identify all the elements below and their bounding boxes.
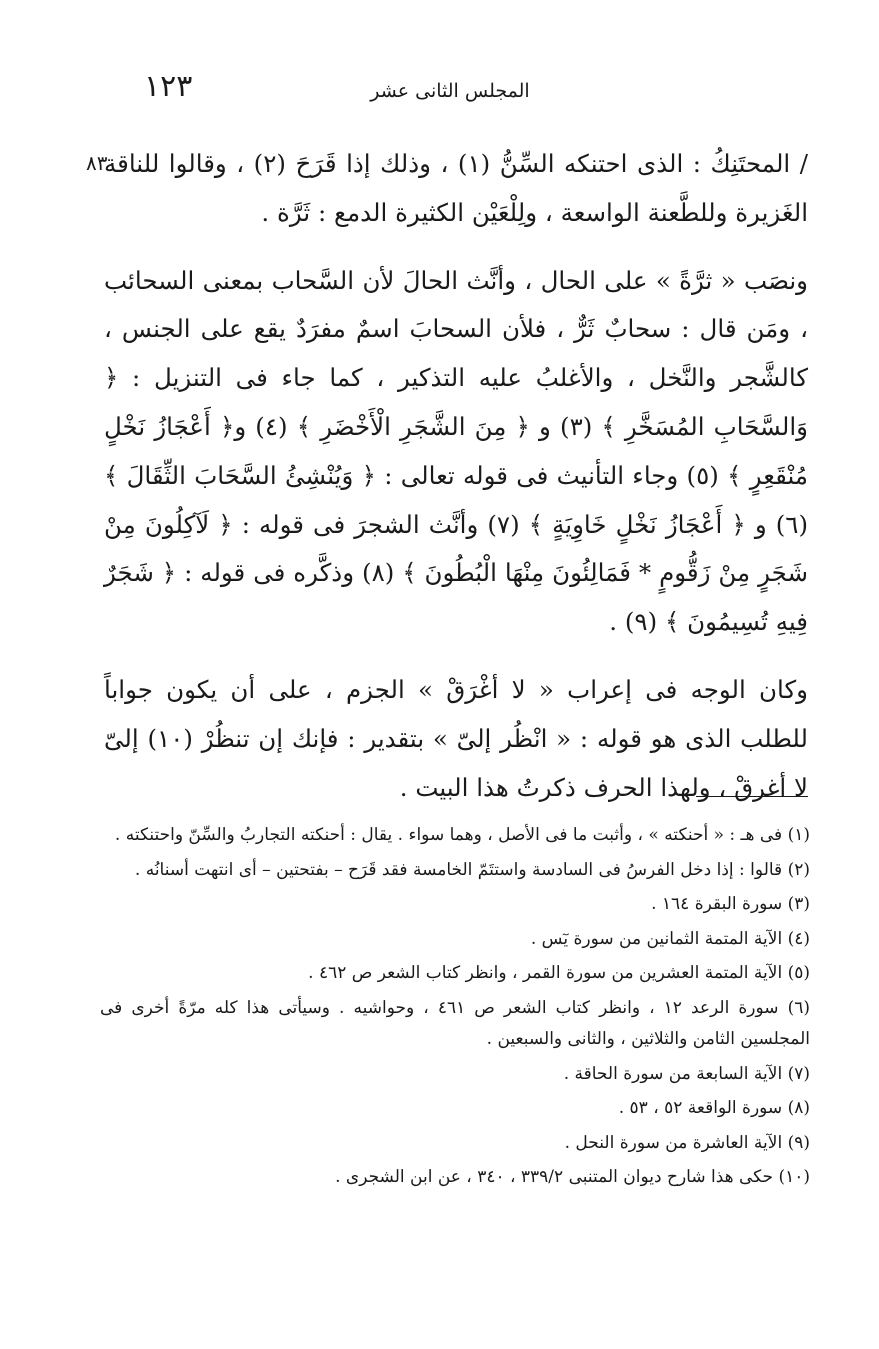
paragraph: / المحتَنِكُ : الذى احتنكه السِّنُّ (١) ، وذلك إذا قَرَحَ (٢) ، وقالوا للناقة الغَزيرة وللطَّعنة الواسعة ، ولِلْعَيْن الكثيرة الدمع : ثَرَّة . <box>104 149 809 227</box>
footnotes <box>100 820 810 1197</box>
original-page-marker: ٨٣ <box>86 151 108 175</box>
paragraph: ونصَب « ثرَّةً » على الحال ، وأنَّث الحالَ لأن السَّحاب بمعنى السحائب ، ومَن قال : سحابٌ ثَرٌّ ، فلأن السحابَ اسمٌ مفرَدٌ يقع على الجنس ، كالشَّجر والنَّخل ، والأغلبُ عليه التذكير ، كما جاء فى التنزيل : ﴿ وَالسَّحَابِ المُسَخَّرِ ﴾ (٣) و ﴿ مِنَ الشَّجَرِ الْأَخْضَرِ ﴾ (٤) و﴿ أَعْجَازُ نَخْلٍ مُنْقَعِرٍ ﴾ (٥) وجاء التأنيث فى قوله تعالى : ﴿ وَيُنْشِئُ السَّحَابَ الثِّقَالَ ﴾ (٦) و ﴿ أَعْجَازُ نَخْلٍ خَاوِيَةٍ ﴾ (٧) وأنَّث الشجرَ فى قوله : ﴿ لَآكِلُونَ مِنْ شَجَرٍ مِنْ زَقُّومٍ * فَمَالِئُونَ مِنْهَا الْبُطُونَ ﴾ (٨) وذكَّره فى قوله : ﴿ شَجَرٌ فِيهِ تُسِيمُونَ ﴾ (٩) . <box>104 265 809 637</box>
page-number: ١٢٣ <box>144 69 193 104</box>
footnote: (٢) قالوا : إذا دخل الفرسُ فى السادسة واستتَمّ الخامسة فقد قَرَح – بفتحتين – أى انتهت أسنانُه . <box>134 859 810 880</box>
footnote: (٨) سورة الواقعة ٥٢ ، ٥٣ . <box>618 1098 810 1118</box>
footnote: (٧) الآية السابعة من سورة الحاقة . <box>563 1063 810 1084</box>
footnote: (٤) الآية المتمة الثمانين من سورة يٓس . <box>530 928 810 949</box>
paragraph: وكان الوجه فى إعراب « لا أغْرَقْ » الجزم ، على أن يكون جواباً للطلب الذى هو قوله : « انْظُر إلىّ » بتقدير : فإنك إن تنظُرْ (١٠) إلىّ لا أغرقْ ، ولهذا الحرف ذكرتُ هذا البيت . <box>104 674 808 802</box>
running-head: المجلس الثانى عشر <box>370 80 530 102</box>
footnote: (٦) سورة الرعد ١٢ ، وانظر كتاب الشعر ص ٤٦١ ، وحواشيه . وسيأتى هذا كله مرّةً أخرى فى المجلسين الثامن والثلاثين ، والثانى والسبعين . <box>100 997 810 1049</box>
footnote: (٥) الآية المتمة العشرين من سورة القمر ، وانظر كتاب الشعر ص ٤٦٢ . <box>308 963 810 983</box>
footnote: (١٠) حكى هذا شارح ديوان المتنبى ٣٣٩/٢ ، ٣٤٠ ، عن ابن الشجرى . <box>335 1167 810 1187</box>
footnote-divider <box>696 796 808 797</box>
body-text <box>104 140 808 812</box>
footnote: (١) فى هـ : « أحنكته » ، وأثبت ما فى الأصل ، وهما سواء . يقال : أحنكته التجاربُ والسِّنّ واحتنكته . <box>114 825 810 845</box>
footnote: (٣) سورة البقرة ١٦٤ . <box>651 894 810 914</box>
footnote: (٩) الآية العاشرة من سورة النحل . <box>564 1132 810 1153</box>
